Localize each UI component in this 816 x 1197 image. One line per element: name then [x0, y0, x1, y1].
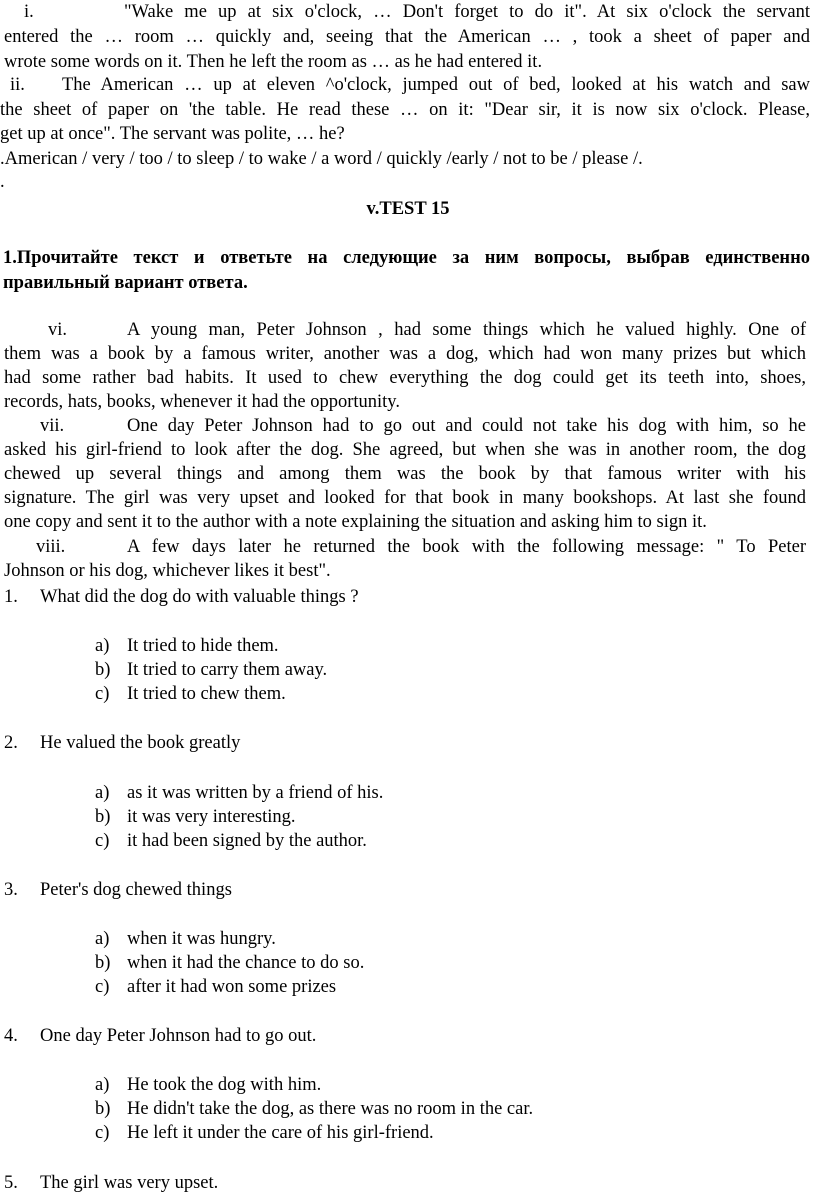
option-text: as it was written by a friend of his. [127, 783, 384, 803]
option-text: It tried to hide them. [127, 636, 279, 656]
option-letter: c) [95, 684, 110, 704]
option-letter: a) [95, 929, 110, 949]
option-letter: b) [95, 1099, 111, 1119]
option-text: it was very interesting. [127, 807, 296, 827]
paragraph-line: wrote some words on it. Then he left the room as … as he had entered it. [4, 52, 543, 72]
option-text: He left it under the care of his girl-friend. [127, 1123, 434, 1143]
option-text: it had been signed by the author. [127, 831, 367, 851]
option-text: when it was hungry. [127, 929, 276, 949]
question-text: He valued the book greatly [40, 733, 241, 753]
paragraph-marker: viii. [36, 537, 66, 557]
paragraph-line: Johnson or his dog, whichever likes it best". [4, 561, 331, 581]
option-text: It tried to chew them. [127, 684, 286, 704]
question-text: One day Peter Johnson had to go out. [40, 1026, 317, 1046]
paragraph-line: get up at once". The servant was polite, … he? [0, 124, 345, 144]
option-text: after it had won some prizes [127, 977, 337, 997]
paragraph-line: the sheet of paper on 'the table. He read these … on it: "Dear sir, it is now six o'clock. Please, [0, 100, 810, 120]
paragraph-marker: vii. [40, 416, 65, 436]
option-text: when it had the chance to do so. [127, 953, 365, 973]
paragraph-line: had some rather bad habits. It used to chew everything the dog could get its teeth into, shoes, [4, 368, 806, 388]
paragraph-line: signature. The girl was very upset and looked for that book in many bookshops. At last she found [4, 488, 806, 508]
option-letter: a) [95, 1075, 110, 1095]
option-letter: c) [95, 831, 110, 851]
paragraph-line: them was a book by a famous writer, another was a dog, which had won many prizes but which [4, 344, 806, 364]
option-letter: b) [95, 807, 111, 827]
stray-dot: . [0, 172, 5, 192]
paragraph-line: "Wake me up at six o'clock, … Don't forget to do it". At six o'clock the servant [124, 2, 810, 22]
paragraph-line: A young man, Peter Johnson , had some things which he valued highly. One of [127, 320, 806, 340]
question-text: What did the dog do with valuable things ? [40, 587, 359, 607]
paragraph-line: entered the … room … quickly and, seeing that the American … , took a sheet of paper and [4, 27, 810, 47]
paragraph-line: A few days later he returned the book with the following message: " To Peter [127, 537, 806, 557]
option-letter: c) [95, 977, 110, 997]
paragraph-line: One day Peter Johnson had to go out and could not take his dog with him, so he [127, 416, 806, 436]
question-number: 1. [4, 587, 18, 607]
option-letter: c) [95, 1123, 110, 1143]
question-number: 2. [4, 733, 18, 753]
option-text: He didn't take the dog, as there was no room in the car. [127, 1099, 534, 1119]
question-number: 4. [4, 1026, 18, 1046]
paragraph-line: asked his girl-friend to look after the dog. She agreed, but when she was in another room, the dog [4, 440, 806, 460]
option-letter: a) [95, 636, 110, 656]
paragraph-marker: i. [24, 2, 34, 22]
paragraph-line: records, hats, books, whenever it had the opportunity. [4, 392, 400, 412]
instruction-line: правильный вариант ответа. [3, 273, 248, 293]
question-number: 3. [4, 880, 18, 900]
paragraph-marker: ii. [10, 75, 25, 95]
question-text: The girl was very upset. [40, 1173, 219, 1193]
test-title: v.TEST 15 [366, 199, 450, 219]
instruction-line: 1.Прочитайте текст и ответьте на следующие за ним вопросы, выбрав единственно [3, 248, 810, 268]
paragraph-marker: vi. [48, 320, 68, 340]
option-text: He took the dog with him. [127, 1075, 322, 1095]
option-letter: b) [95, 953, 111, 973]
word-bank: .American / very / too / to sleep / to wake / a word / quickly /early / not to be / please /. [0, 149, 643, 169]
paragraph-line: chewed up several things and among them was the book by that famous writer with his [4, 464, 806, 484]
question-number: 5. [4, 1173, 18, 1193]
question-text: Peter's dog chewed things [40, 880, 232, 900]
paragraph-line: The American … up at eleven ^o'clock, jumped out of bed, looked at his watch and saw [62, 75, 810, 95]
option-letter: a) [95, 783, 110, 803]
option-text: It tried to carry them away. [127, 660, 328, 680]
option-letter: b) [95, 660, 111, 680]
paragraph-line: one copy and sent it to the author with a note explaining the situation and asking him to sign it. [4, 512, 707, 532]
